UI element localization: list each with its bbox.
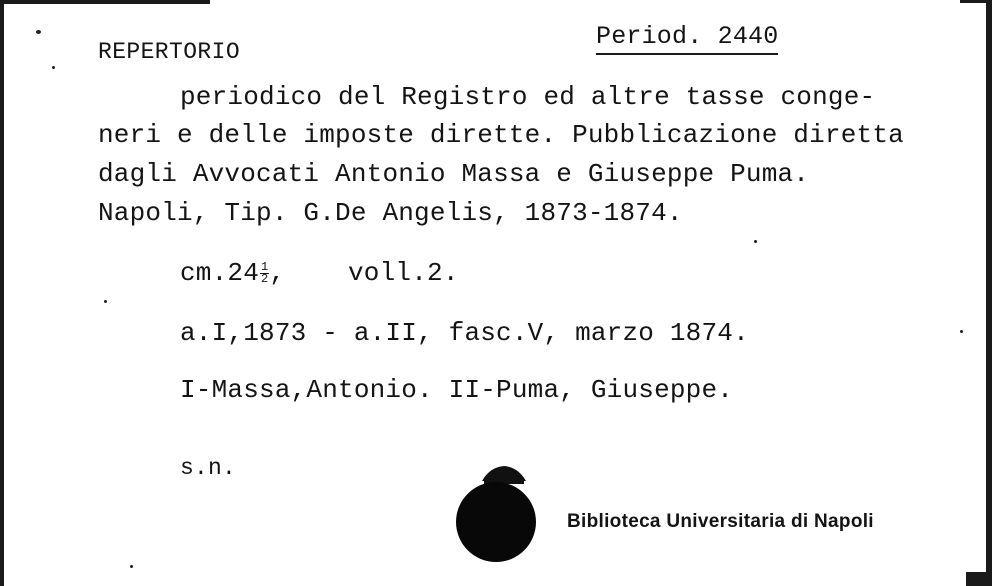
fraction-numerator: 1 — [261, 259, 269, 274]
added-entries: I-Massa,Antonio. II-Puma, Giuseppe. — [180, 375, 734, 405]
speck — [960, 330, 963, 333]
speck — [52, 66, 55, 69]
speck — [36, 30, 41, 34]
card-corner — [966, 572, 992, 586]
holdings: a.I,1873 - a.II, fasc.V, marzo 1874. — [180, 318, 749, 348]
note: s.n. — [180, 455, 237, 481]
description-line: periodico del Registro ed altre tasse conge- — [180, 82, 876, 112]
description-line: dagli Avvocati Antonio Massa e Giuseppe Puma. — [98, 159, 810, 189]
crown-icon — [480, 463, 528, 485]
speck — [754, 240, 757, 243]
volumes: voll.2. — [348, 258, 459, 288]
size-line — [180, 258, 285, 288]
speck — [104, 300, 107, 303]
library-stamp-text: Biblioteca Universitaria di Napoli — [567, 511, 874, 532]
size-fraction — [260, 259, 269, 286]
description-line: Napoli, Tip. G.De Angelis, 1873-1874. — [98, 198, 683, 228]
call-number: Period. 2440 — [596, 22, 778, 55]
speck — [130, 565, 133, 568]
size-suffix: , — [269, 258, 286, 288]
fraction-denominator: 2 — [261, 271, 269, 286]
library-seal-icon — [456, 482, 536, 562]
card-edge-top — [0, 0, 210, 4]
card-edge-right — [986, 0, 992, 586]
card-edge-left — [0, 0, 4, 586]
size-value: cm.24 — [180, 258, 260, 288]
card-heading: REPERTORIO — [98, 39, 241, 65]
description-line: neri e delle imposte dirette. Pubblicazione diretta — [98, 120, 904, 150]
